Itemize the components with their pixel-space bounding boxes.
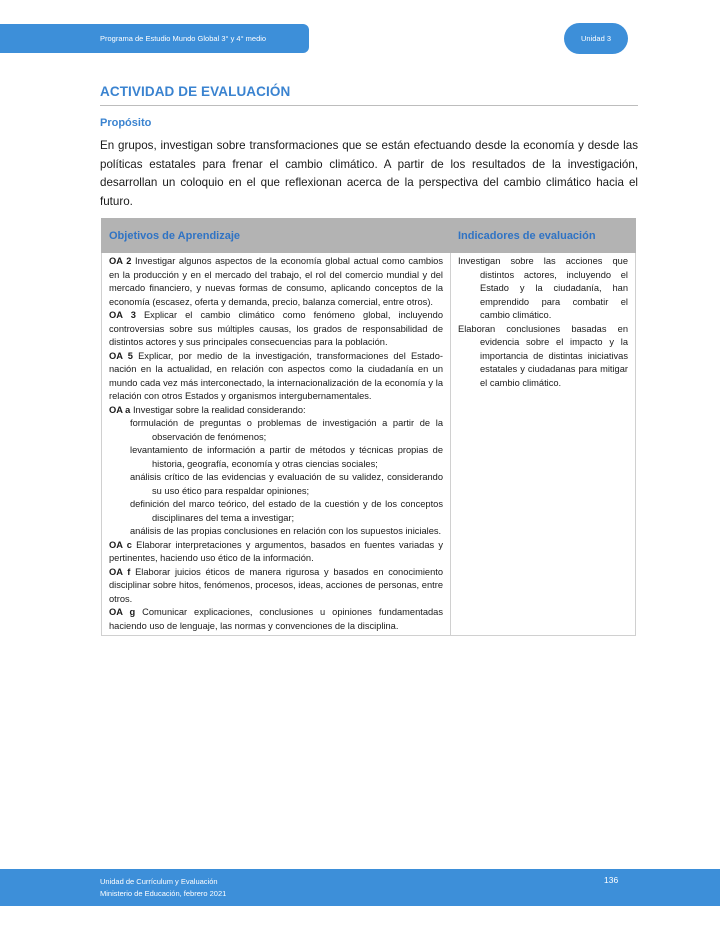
indicator-item: Investigan sobre las acciones que distintos actores, incluyendo el Estado y la ciudadanía, han emprendido para combatir el cambio climático. [458,256,628,320]
list-item: levantamiento de información a partir de métodos y técnicas propias de historia, geografía, economía y otras ciencias sociales; [130,445,443,469]
indicators-header: Indicadores de evaluación [451,219,636,253]
footer-band [0,869,720,906]
unit-badge [564,23,628,54]
objective-item [109,350,443,404]
objective-item [109,255,443,309]
list-item: análisis crítico de las evidencias y evaluación de su validez, considerando su uso ético para respaldar opiniones; [130,472,443,496]
page-number: 136 [604,875,619,885]
list-item: formulación de preguntas o problemas de investigación a partir de la observación de fenómenos; [130,418,443,442]
objective-code: OA 2 [109,256,132,266]
footer-ministry: Ministerio de Educación, febrero 2021 [100,889,227,898]
list-item: definición del marco teórico, del estado de la cuestión y de los conceptos disciplinares del tema a investigar; [130,499,443,523]
section-divider [100,105,638,106]
header-band [0,24,309,53]
objective-item [109,309,443,350]
objective-code: OA 3 [109,310,136,320]
research-steps-list [109,417,443,539]
objective-code: OA f [109,566,131,577]
indicators-list [458,255,628,390]
objective-code: OA 5 [109,350,133,361]
objective-item [109,606,443,633]
indicator-item: Elaboran conclusiones basadas en evidencia sobre el impacto y la importancia de distintas iniciativas estatales y ciudadanas para mitigar el cambio climático. [458,323,628,388]
purpose-text: En grupos, investigan sobre transformaciones que se están efectuando desde la economía y desde las políticas estatales para frenar el cambio climático. A partir de los resultados de la investigación, desarrollan un coloquio en el que reflexionan acerca de la perspectiva del cambio climático hacia el futuro. [100,139,638,208]
objective-text: Explicar el cambio climático como fenómeno global, incluyendo controversias sobre sus múltiples causas, los grados de responsabilidad de distintos actores y sus principales consecuencias para la población. [109,310,443,347]
objective-text: Investigar sobre la realidad considerando: [132,404,306,415]
objective-text: Elaborar interpretaciones y argumentos, basados en fuentes variadas y pertinentes, haciendo uso ético de la información. [109,539,443,563]
objective-text: Explicar, por medio de la investigación, transformaciones del Estado-nación en la actualidad, en relación con aspectos como la ciudadanía en un mundo cada vez más interconectado, la internacionalización de la economía y la relación con otros Estados y organismos intergubernamentales. [109,350,443,401]
purpose-heading: Propósito [100,117,152,129]
objective-text: Comunicar explicaciones, conclusiones u opiniones fundamentadas haciendo uso de lenguaje, las normas y convenciones de la disciplina. [109,607,443,631]
footer-unit: Unidad de Currículum y Evaluación [100,877,218,886]
objective-item [109,404,443,418]
indicators-cell [451,253,636,636]
objectives-header: Objetivos de Aprendizaje [102,219,451,253]
objective-item [109,566,443,607]
objective-item [109,539,443,566]
program-title: Programa de Estudio Mundo Global 3° y 4° medio [100,34,267,43]
objective-code: OA g [109,607,136,617]
objective-text: Investigar algunos aspectos de la economía global actual como cambios en la producción y en el mercado del trabajo, el rol del comercio mundial y del mercado financiero, y nuevas formas de consumo, aplicando conceptos de la economía (escasez, oferta y demanda, precio, balanza comercial, entre otros). [109,256,443,307]
objective-code: OA a [109,404,131,415]
list-item: análisis de las propias conclusiones en relación con los supuestos iniciales. [130,526,442,536]
unit-label: Unidad 3 [580,34,612,43]
evaluation-table [101,218,636,636]
section-title: ACTIVIDAD DE EVALUACIÓN [100,84,291,99]
objective-text: Elaborar juicios éticos de manera rigurosa y basados en conocimiento disciplinar sobre hitos, fenómenos, procesos, ideas, acciones de personas, entre otros. [109,566,443,604]
objectives-cell [102,253,451,636]
objective-code: OA c [109,539,132,550]
